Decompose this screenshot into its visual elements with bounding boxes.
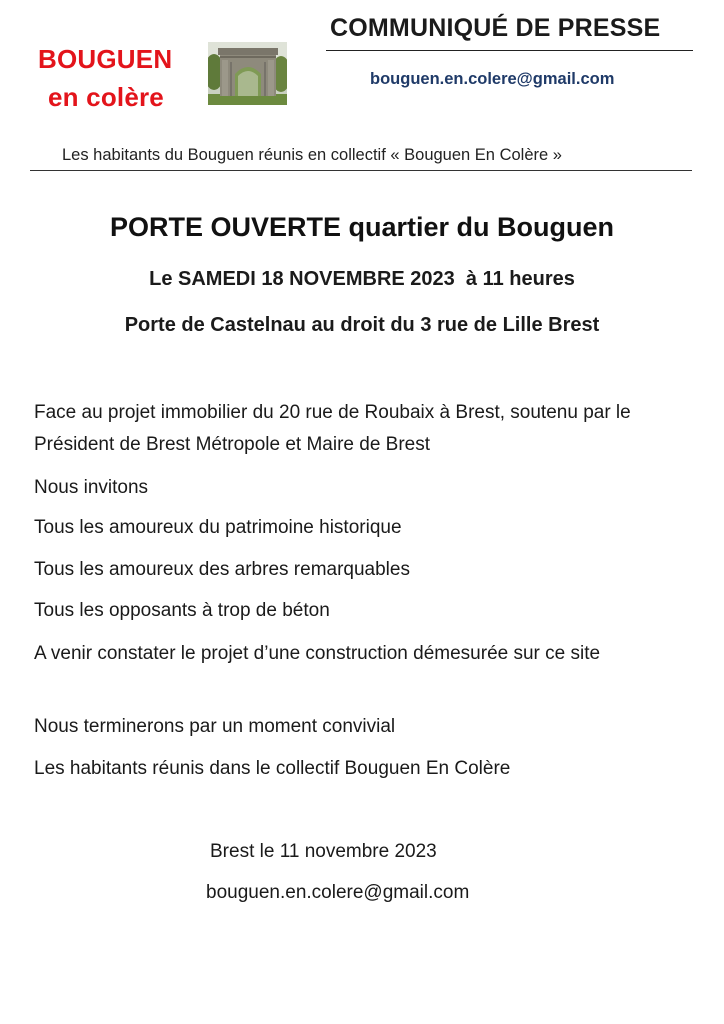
collective-description: Les habitants du Bouguen réunis en collectif « Bouguen En Colère »: [62, 146, 562, 164]
brand-tagline: en colère: [48, 82, 164, 112]
footer-email: bouguen.en.colere@gmail.com: [206, 882, 470, 903]
press-title-underline: [326, 50, 693, 51]
body-paragraph: Nous terminerons par un moment convivial: [34, 716, 396, 737]
header-divider: [30, 170, 692, 171]
body-paragraph: Tous les amoureux du patrimoine historique: [34, 517, 402, 538]
footer-date: Brest le 11 novembre 2023: [210, 841, 437, 862]
body-paragraph: Nous invitons: [34, 477, 149, 498]
body-paragraph: A venir constater le projet d’une construction démesurée sur ce site: [34, 643, 601, 664]
body-paragraph: Face au projet immobilier du 20 rue de Roubaix à Brest, soutenu par le Président de Brest Métropole et Maire de Brest: [34, 402, 631, 455]
press-release-title: COMMUNIQUÉ DE PRESSE: [330, 14, 661, 42]
body-paragraph: Tous les opposants à trop de béton: [34, 600, 330, 621]
brand-name: BOUGUEN: [38, 44, 173, 74]
header-email: bouguen.en.colere@gmail.com: [370, 70, 615, 88]
event-date: Le SAMEDI 18 NOVEMBRE 2023 à 11 heures: [149, 268, 575, 290]
event-place: Porte de Castelnau au droit du 3 rue de Lille Brest: [124, 314, 600, 336]
stone-arch-gate-photo: [208, 42, 287, 105]
body-paragraph: Les habitants réunis dans le collectif Bouguen En Colère: [34, 758, 511, 779]
body-paragraph: Tous les amoureux des arbres remarquables: [34, 559, 410, 580]
headline-title: PORTE OUVERTE quartier du Bouguen: [109, 212, 615, 242]
